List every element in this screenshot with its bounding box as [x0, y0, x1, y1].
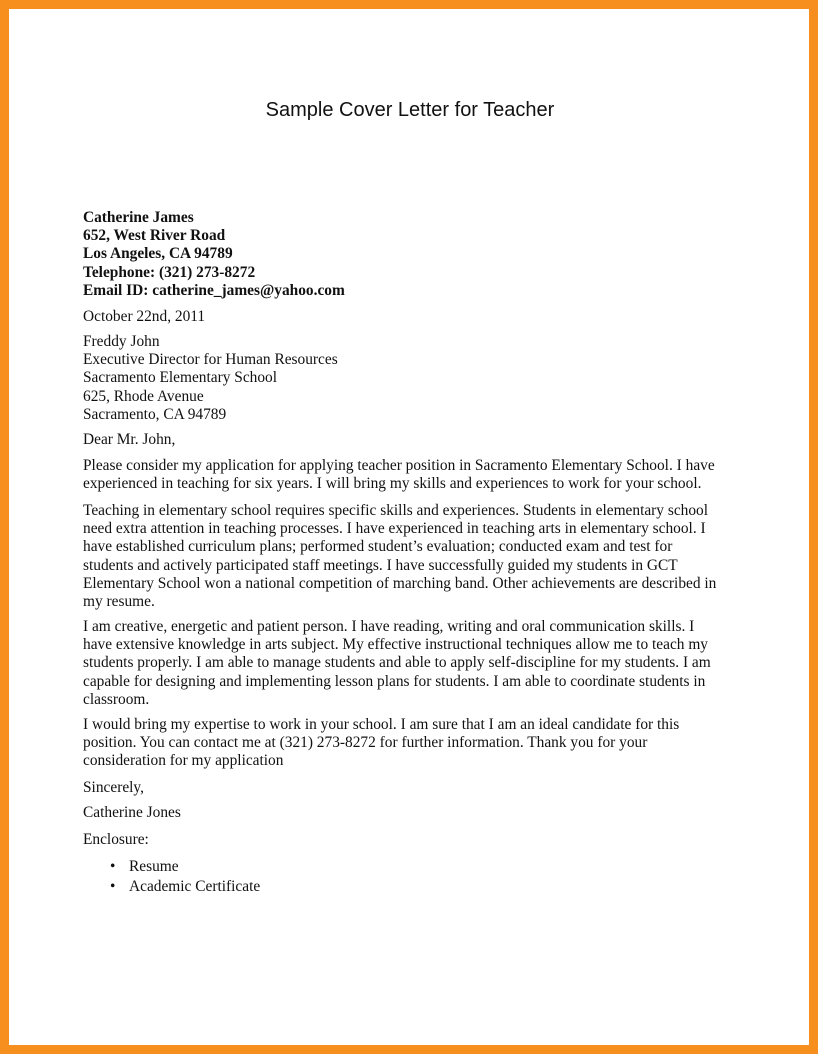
paragraph-line: Teaching in elementary school requires specific skills and experiences. Students in elementary school	[83, 502, 709, 519]
paragraph-line: capable for designing and implementing lesson plans for students. I am able to coordinate students in	[83, 672, 706, 690]
letter-date: October 22nd, 2011	[83, 308, 206, 325]
sender-name: Catherine James	[83, 209, 194, 226]
sender-block	[83, 209, 738, 300]
enclosure-label: Enclosure:	[83, 831, 149, 848]
recipient-address-line-2: Sacramento, CA 94789	[83, 405, 227, 423]
recipient-name: Freddy John	[83, 333, 160, 350]
enclosure-item-label: Resume	[129, 858, 179, 875]
paragraph-line: classroom.	[83, 690, 150, 708]
closing: Sincerely,	[83, 779, 144, 796]
body-paragraph-2	[83, 502, 738, 611]
enclosure-item	[83, 877, 483, 897]
sender-address-line-2: Los Angeles, CA 94789	[83, 245, 233, 263]
paragraph-line: position. You can contact me at (321) 273-8272 for further information. Thank you for your	[83, 734, 648, 752]
paragraph-line: students properly. I am able to manage students and able to apply self-discipline for my students. I am	[83, 654, 711, 672]
paragraph-line: consideration for my application	[83, 752, 284, 770]
body-paragraph-3	[83, 618, 738, 709]
bullet-icon: •	[110, 858, 116, 875]
salutation: Dear Mr. John,	[83, 431, 176, 448]
enclosure-list	[83, 857, 483, 897]
paragraph-line: Elementary School won a national competition of marching band. Other achievements are described in	[83, 574, 717, 592]
paragraph-line: have established curriculum plans; performed student’s evaluation; conducted exam and test for	[83, 538, 673, 556]
enclosure-item-label: Academic Certificate	[129, 878, 261, 895]
enclosure-item	[83, 857, 483, 877]
paragraph-line: need extra attention in teaching processes. I have experienced in teaching arts in elementary school. I	[83, 520, 706, 538]
recipient-address-line-1: 625, Rhode Avenue	[83, 387, 204, 405]
signature-name: Catherine Jones	[83, 804, 181, 821]
paragraph-line: students and actively participated staff meetings. I have successfully guided my students in GCT	[83, 556, 678, 574]
sender-telephone: Telephone: (321) 273-8272	[83, 263, 256, 281]
sender-address-line-1: 652, West River Road	[83, 227, 226, 245]
recipient-title: Executive Director for Human Resources	[83, 351, 338, 369]
body-paragraph-4	[83, 716, 738, 771]
paragraph-line: Please consider my application for applying teacher position in Sacramento Elementary School. I have	[83, 457, 715, 474]
body-paragraph-1	[83, 457, 738, 493]
paragraph-line: experienced in teaching for six years. I will bring my skills and experiences to work for your school.	[83, 475, 702, 493]
paragraph-line: have extensive knowledge in arts subject. My effective instructional techniques allow me to teach my	[83, 636, 708, 654]
document-title: Sample Cover Letter for Teacher	[265, 99, 555, 121]
sender-email: Email ID: catherine_james@yahoo.com	[83, 281, 345, 299]
paragraph-line: I am creative, energetic and patient person. I have reading, writing and oral communication skills. I	[83, 618, 695, 635]
recipient-block	[83, 333, 738, 424]
paragraph-line: my resume.	[83, 593, 155, 611]
bullet-icon: •	[110, 878, 116, 895]
recipient-organization: Sacramento Elementary School	[83, 369, 278, 387]
paragraph-line: I would bring my expertise to work in your school. I am sure that I am an ideal candidate for this	[83, 716, 680, 733]
